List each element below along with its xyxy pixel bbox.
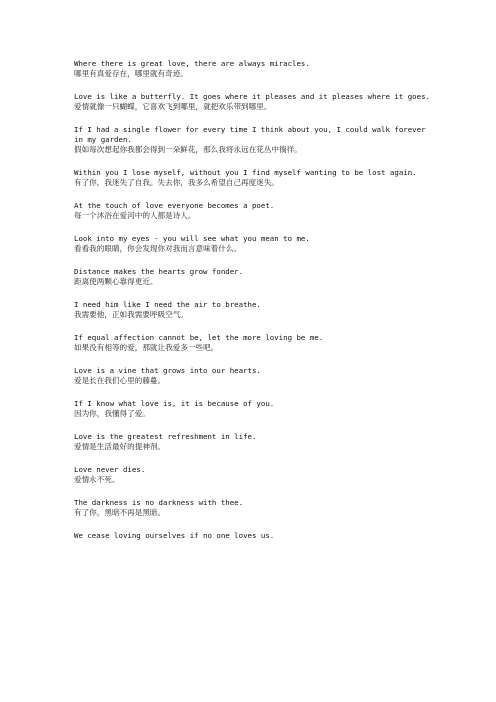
english-quote: Love is like a butterfly. It goes where it pleases and it pleases where it goes.	[74, 92, 430, 101]
document-page	[74, 59, 434, 554]
english-quote: Within you I lose myself, without you I find myself wanting to be lost again.	[74, 168, 417, 178]
english-quote: Love is the greatest refreshment in life.	[74, 432, 257, 442]
quote-entry	[74, 366, 434, 386]
chinese-translation: 我需要他，正如我需要呼吸空气。	[74, 310, 188, 320]
quote-entry	[74, 432, 434, 452]
english-quote: If I had a single flower for every time I think about you, I could walk forever in my garden.	[74, 125, 426, 145]
chinese-translation: 有了你，我迷失了自我。失去你，我多么希望自己再度迷失。	[74, 178, 280, 188]
quote-entry	[74, 465, 434, 485]
quote-entry	[74, 531, 434, 541]
quote-entry	[74, 267, 434, 287]
chinese-translation: 爱是长在我们心里的藤蔓。	[74, 376, 166, 386]
chinese-translation: 每一个沐浴在爱河中的人都是诗人。	[74, 211, 196, 221]
chinese-translation: 如果没有相等的爱，那就让我爱多一些吧。	[74, 343, 219, 353]
quote-entry	[74, 300, 434, 320]
quote-entry	[74, 125, 434, 156]
english-quote: Where there is great love, there are always miracles.	[74, 59, 310, 68]
quote-entry	[74, 201, 434, 221]
english-quote: If equal affection cannot be, let the more loving be me.	[74, 333, 324, 343]
english-quote: At the touch of love everyone becomes a poet.	[74, 201, 275, 211]
english-quote: Love is a vine that grows into our hearts.	[74, 366, 261, 376]
quote-entry	[74, 59, 434, 79]
quote-entry	[74, 168, 434, 188]
english-quote: Love never dies.	[74, 465, 146, 475]
quote-entry	[74, 399, 434, 419]
quote-entry	[74, 234, 434, 254]
chinese-translation: 距离使两颗心靠得更近。	[74, 277, 158, 287]
english-quote: I need him like I need the air to breathe.	[74, 300, 261, 310]
chinese-translation: 爱情就像一只蝴蝶，它喜欢飞到哪里，就把欢乐带到哪里。	[74, 102, 272, 112]
english-quote: Look into my eyes - you will see what you mean to me.	[74, 234, 310, 244]
chinese-translation: 爱情永不死。	[74, 475, 120, 485]
quote-entry	[74, 92, 434, 112]
chinese-translation: 爱情是生活最好的提神剂。	[74, 442, 166, 452]
chinese-translation: 有了你，黑暗不再是黑暗。	[74, 508, 166, 518]
english-quote: If I know what love is, it is because of you.	[74, 399, 275, 409]
chinese-translation: 因为你，我懂得了爱。	[74, 409, 150, 419]
chinese-translation: 假如每次想起你我都会得到一朵鲜花，那么我将永远在花丛中徜徉。	[74, 145, 302, 155]
english-quote: The darkness is no darkness with thee.	[74, 498, 244, 508]
chinese-translation: 哪里有真爱存在，哪里就有奇迹。	[74, 69, 188, 79]
quote-entry	[74, 333, 434, 353]
quote-entry	[74, 498, 434, 518]
english-quote: Distance makes the hearts grow fonder.	[74, 267, 244, 277]
english-quote: We cease loving ourselves if no one loves us.	[74, 531, 275, 541]
chinese-translation: 看看我的眼睛，你会发现你对我而言意味着什么。	[74, 244, 242, 254]
